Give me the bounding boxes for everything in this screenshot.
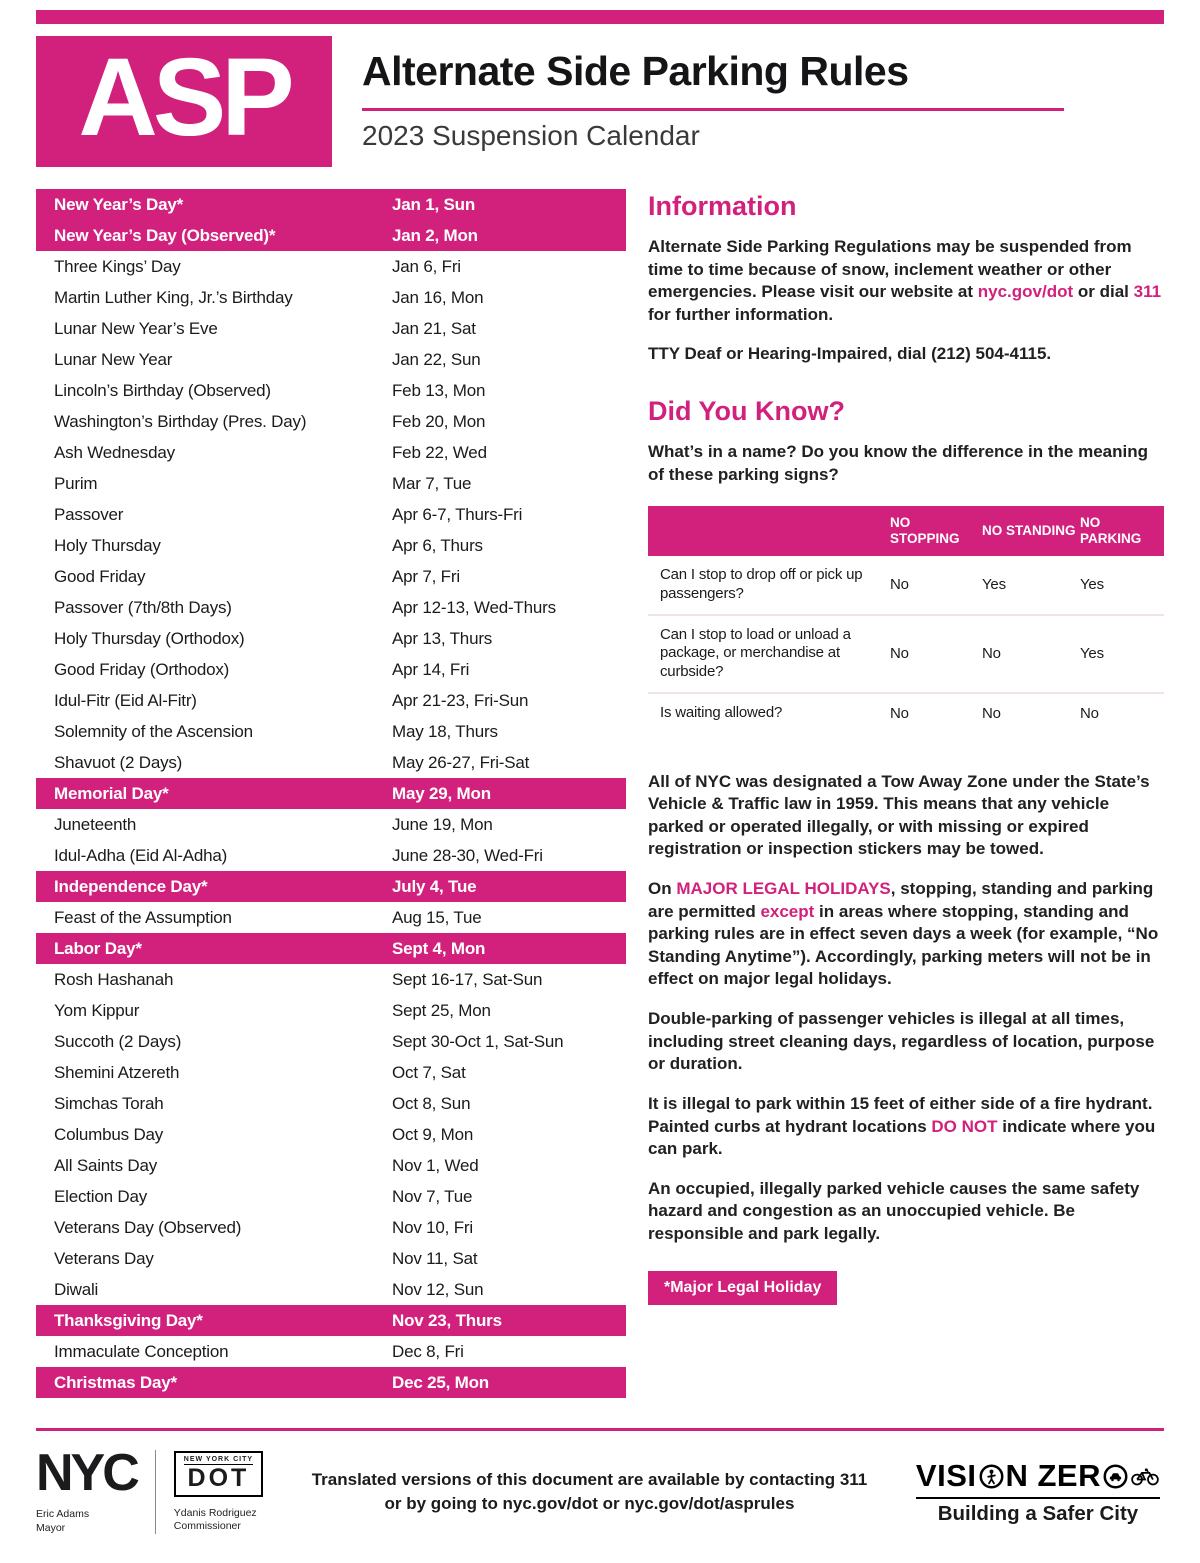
holiday-date: Jan 21, Sat xyxy=(392,318,476,338)
signs-answer: No xyxy=(1080,704,1099,722)
calendar-row xyxy=(36,530,626,561)
notes-text: On xyxy=(648,879,677,899)
holiday-date: Sept 30-Oct 1, Sat-Sun xyxy=(392,1031,564,1051)
holiday-name: Shavuot (2 Days) xyxy=(54,752,183,772)
major-holidays-paragraph xyxy=(648,878,1164,991)
calendar-row xyxy=(36,1181,626,1212)
commissioner-name: Ydanis Rodriguez xyxy=(173,1506,257,1519)
calendar-row xyxy=(36,1026,626,1057)
signs-question: Can I stop to load or unload a package, or merchandise at curbside? xyxy=(660,625,851,681)
calendar-row xyxy=(36,1274,626,1305)
holiday-date: Nov 1, Wed xyxy=(392,1155,479,1175)
footer-divider xyxy=(36,1428,1164,1431)
holiday-name: Election Day xyxy=(54,1186,148,1206)
signs-row xyxy=(648,616,1164,694)
holiday-date: June 28-30, Wed-Fri xyxy=(392,845,543,865)
calendar-row xyxy=(36,313,626,344)
footer-translation-text xyxy=(281,1468,898,1517)
holiday-name: Shemini Atzereth xyxy=(54,1062,180,1082)
asp-logo: ASP xyxy=(36,36,332,167)
dot-logo-top-text: NEW YORK CITY xyxy=(183,1455,254,1463)
notes-text: indicate where you can park. xyxy=(648,1116,1156,1159)
signs-row xyxy=(648,556,1164,616)
holiday-date: Sept 25, Mon xyxy=(392,1000,491,1020)
parking-signs-table xyxy=(648,506,1164,732)
holiday-date: May 29, Mon xyxy=(392,783,491,803)
holiday-date: Dec 8, Fri xyxy=(392,1341,464,1361)
holiday-name: Immaculate Conception xyxy=(54,1341,229,1361)
holiday-date: Apr 6-7, Thurs-Fri xyxy=(392,504,523,524)
holiday-name: New Year’s Day (Observed)* xyxy=(54,225,276,245)
holiday-date: Jan 1, Sun xyxy=(392,194,476,214)
holiday-name: New Year’s Day* xyxy=(54,194,183,214)
commissioner-signature xyxy=(174,1507,263,1534)
calendar-row xyxy=(36,499,626,530)
holiday-name: Lunar New Year xyxy=(54,349,173,369)
holiday-name: Independence Day* xyxy=(54,876,208,896)
holiday-name: Martin Luther King, Jr.’s Birthday xyxy=(54,287,293,307)
holiday-date: Aug 15, Tue xyxy=(392,907,482,927)
vision-zero-block xyxy=(916,1458,1164,1526)
holiday-date: June 19, Mon xyxy=(392,814,493,834)
holiday-name: Veterans Day (Observed) xyxy=(54,1217,242,1237)
calendar-row xyxy=(36,1367,626,1398)
calendar-row xyxy=(36,840,626,871)
holiday-date: Apr 21-23, Fri-Sun xyxy=(392,690,529,710)
tow-away-paragraph: All of NYC was designated a Tow Away Zone under the State’s Vehicle & Traffic law in 1959. This means that any vehicle parked or operated illegally, or with missing or expired registration or inspection stickers may be towed. xyxy=(648,771,1150,859)
calendar-row xyxy=(36,623,626,654)
signs-table-body xyxy=(648,556,1164,733)
holiday-name: Diwali xyxy=(54,1279,99,1299)
holiday-name: Ash Wednesday xyxy=(54,442,175,462)
occupied-vehicle-paragraph: An occupied, illegally parked vehicle causes the same safety hazard and congestion as an unoccupied vehicle. Be responsible and park legally. xyxy=(648,1178,1140,1243)
holiday-name: Holy Thursday xyxy=(54,535,161,555)
nyc-logo: NYC xyxy=(36,1444,137,1502)
major-legal-holidays-emphasis: MAJOR LEGAL HOLIDAYS xyxy=(676,879,891,899)
calendar-row xyxy=(36,1088,626,1119)
notes-text: in areas where stopping, standing and parking rules are in effect seven days a week (for example, “No Standing Anytime”). Accordingly, parking meters will not be in effect on major legal holidays. xyxy=(648,901,1159,989)
holiday-name: Purim xyxy=(54,473,98,493)
do-not-emphasis: DO NOT xyxy=(931,1116,998,1136)
calendar-row xyxy=(36,1305,626,1336)
calendar-row xyxy=(36,189,626,220)
calendar-row xyxy=(36,282,626,313)
holiday-date: Jan 2, Mon xyxy=(392,225,478,245)
holiday-name: Christmas Day* xyxy=(54,1372,177,1392)
commissioner-title: Commissioner xyxy=(173,1520,241,1533)
holiday-date: Apr 7, Fri xyxy=(392,566,460,586)
holiday-name: Solemnity of the Ascension xyxy=(54,721,253,741)
holiday-date: Apr 14, Fri xyxy=(392,659,470,679)
holiday-name: Rosh Hashanah xyxy=(54,969,174,989)
holiday-date: Apr 12-13, Wed-Thurs xyxy=(392,597,556,617)
calendar-row xyxy=(36,1243,626,1274)
notes-text: , stopping, standing and parking are permitted xyxy=(648,879,1154,921)
calendar-row xyxy=(36,933,626,964)
info-text: for further information. xyxy=(648,304,834,324)
calendar-row xyxy=(36,344,626,375)
dot-website-link[interactable]: nyc.gov/dot xyxy=(977,282,1074,302)
vision-zero-text: VISI xyxy=(915,1458,977,1494)
calendar-row xyxy=(36,561,626,592)
signs-answer: No xyxy=(890,576,909,594)
signs-question: Is waiting allowed? xyxy=(660,703,783,721)
holiday-name: Good Friday (Orthodox) xyxy=(54,659,230,679)
bicycle-icon xyxy=(1130,1465,1160,1487)
holiday-name: Juneteenth xyxy=(54,814,137,834)
footer-translation-line1: Translated versions of this document are available by contacting 311 xyxy=(311,1469,868,1489)
info-column xyxy=(648,189,1164,1398)
holiday-date: Jan 16, Mon xyxy=(392,287,484,307)
vision-zero-text: N ZER xyxy=(1005,1458,1101,1494)
page-title: Alternate Side Parking Rules xyxy=(362,48,909,94)
signs-answer: No xyxy=(982,645,1001,663)
holiday-name: Yom Kippur xyxy=(54,1000,140,1020)
did-you-know-intro: What’s in a name? Do you know the difference in the meaning of these parking signs? xyxy=(648,442,1148,484)
calendar-row xyxy=(36,1119,626,1150)
holiday-date: May 18, Thurs xyxy=(392,721,498,741)
holiday-date: Sept 16-17, Sat-Sun xyxy=(392,969,543,989)
signs-question: Can I stop to drop off or pick up passengers? xyxy=(660,566,863,602)
holiday-date: Nov 11, Sat xyxy=(392,1248,478,1268)
main-content xyxy=(36,189,1164,1398)
holiday-name: Columbus Day xyxy=(54,1124,164,1144)
calendar-row xyxy=(36,716,626,747)
calendar-row xyxy=(36,778,626,809)
signs-col-header: NO STOPPING xyxy=(890,515,960,547)
calendar-row xyxy=(36,468,626,499)
holiday-name: Succoth (2 Days) xyxy=(54,1031,182,1051)
holiday-date: Apr 6, Thurs xyxy=(392,535,483,555)
holiday-date: Nov 10, Fri xyxy=(392,1217,473,1237)
info-text: Alternate Side Parking Regulations may be suspended from time to time because of snow, inclement weather or other emergencies. Please visit our website at xyxy=(648,237,1132,302)
signs-answer: Yes xyxy=(1080,576,1104,594)
dot-logo-word: DOT xyxy=(187,1463,250,1492)
tty-paragraph: TTY Deaf or Hearing-Impaired, dial (212) 504-4115. xyxy=(648,344,1052,364)
pedestrian-icon xyxy=(979,1464,1004,1489)
footer xyxy=(36,1444,1164,1536)
holiday-date: Oct 9, Mon xyxy=(392,1124,474,1144)
holiday-name: Holy Thursday (Orthodox) xyxy=(54,628,245,648)
calendar-row xyxy=(36,406,626,437)
holiday-name: Labor Day* xyxy=(54,938,142,958)
holiday-name: Lincoln’s Birthday (Observed) xyxy=(54,380,271,400)
calendar-row xyxy=(36,437,626,468)
calendar-row xyxy=(36,375,626,406)
page-subtitle: 2023 Suspension Calendar xyxy=(362,120,700,151)
hydrant-paragraph xyxy=(648,1093,1164,1161)
calendar-row xyxy=(36,995,626,1026)
holiday-date: Mar 7, Tue xyxy=(392,473,472,493)
vision-zero-logo xyxy=(916,1458,1160,1494)
holiday-name: Lunar New Year’s Eve xyxy=(54,318,218,338)
header-text-block xyxy=(362,36,1164,152)
calendar-row xyxy=(36,1212,626,1243)
calendar-row xyxy=(36,964,626,995)
calendar-row xyxy=(36,654,626,685)
holiday-name: Washington’s Birthday (Pres. Day) xyxy=(54,411,307,431)
mayor-signature xyxy=(36,1508,137,1535)
holiday-name: Passover xyxy=(54,504,124,524)
holiday-date: Oct 8, Sun xyxy=(392,1093,471,1113)
holiday-date: Jan 6, Fri xyxy=(392,256,461,276)
calendar-row xyxy=(36,871,626,902)
top-accent-bar xyxy=(36,10,1164,24)
signs-col-header: NO PARKING xyxy=(1080,515,1142,547)
footer-translation-line2: or by going to nyc.gov/dot or nyc.gov/dot/asprules xyxy=(384,1494,795,1514)
holiday-date: July 4, Tue xyxy=(392,876,477,896)
holiday-date: Dec 25, Mon xyxy=(392,1372,489,1392)
holiday-name: Idul-Fitr (Eid Al-Fitr) xyxy=(54,690,197,710)
holiday-name: Thanksgiving Day* xyxy=(54,1310,203,1330)
calendar-row xyxy=(36,251,626,282)
calendar-row xyxy=(36,685,626,716)
major-legal-holiday-badge: *Major Legal Holiday xyxy=(648,1271,837,1305)
holiday-calendar xyxy=(36,189,626,1398)
document-header xyxy=(36,36,1164,167)
double-parking-paragraph: Double-parking of passenger vehicles is illegal at all times, including street cleaning days, regardless of location, purpose or duration. xyxy=(648,1009,1155,1074)
holiday-date: Feb 13, Mon xyxy=(392,380,486,400)
signs-answer: Yes xyxy=(1080,645,1104,663)
notes-text: It is illegal to park within 15 feet of either side of a fire hydrant. Painted curbs at hydrant locations xyxy=(648,1093,1153,1136)
car-icon xyxy=(1103,1464,1128,1489)
signs-answer: No xyxy=(890,704,909,722)
holiday-date: May 26-27, Fri-Sat xyxy=(392,752,530,772)
signs-row xyxy=(648,694,1164,733)
holiday-name: Passover (7th/8th Days) xyxy=(54,597,232,617)
calendar-row xyxy=(36,902,626,933)
nyc-logo-block xyxy=(36,1444,137,1536)
signs-answer: No xyxy=(890,645,909,663)
holiday-date: Apr 13, Thurs xyxy=(392,628,493,648)
signs-col-header: NO STANDING xyxy=(982,523,1076,539)
holiday-name: Three Kings’ Day xyxy=(54,256,181,276)
logo-separator xyxy=(155,1450,156,1534)
did-you-know-heading: Did You Know? xyxy=(648,396,845,427)
calendar-row xyxy=(36,592,626,623)
dial-311-emphasis: 311 xyxy=(1133,282,1162,302)
vision-zero-tagline: Building a Safer City xyxy=(916,1497,1160,1526)
holiday-date: Sept 4, Mon xyxy=(392,938,486,958)
signs-answer: No xyxy=(982,704,1001,722)
calendar-row xyxy=(36,809,626,840)
holiday-name: Feast of the Assumption xyxy=(54,907,232,927)
calendar-row xyxy=(36,1150,626,1181)
information-paragraph xyxy=(648,236,1164,326)
holiday-name: Good Friday xyxy=(54,566,146,586)
signs-header-row xyxy=(648,506,1164,556)
holiday-date: Jan 22, Sun xyxy=(392,349,481,369)
calendar-row xyxy=(36,1057,626,1088)
dot-logo xyxy=(174,1451,263,1497)
holiday-date: Oct 7, Sat xyxy=(392,1062,466,1082)
mayor-name: Eric Adams xyxy=(36,1508,90,1521)
holiday-name: All Saints Day xyxy=(54,1155,158,1175)
except-emphasis: except xyxy=(760,901,815,921)
calendar-row xyxy=(36,220,626,251)
info-text: or dial xyxy=(1073,282,1134,302)
holiday-date: Feb 20, Mon xyxy=(392,411,486,431)
holiday-name: Simchas Torah xyxy=(54,1093,164,1113)
mayor-title: Mayor xyxy=(36,1522,66,1535)
holiday-date: Feb 22, Wed xyxy=(392,442,487,462)
dot-logo-block xyxy=(174,1451,263,1535)
holiday-date: Nov 12, Sun xyxy=(392,1279,484,1299)
holiday-name: Veterans Day xyxy=(54,1248,154,1268)
holiday-date: Nov 7, Tue xyxy=(392,1186,473,1206)
holiday-name: Idul-Adha (Eid Al-Adha) xyxy=(54,845,228,865)
holiday-date: Nov 23, Thurs xyxy=(392,1310,502,1330)
calendar-row xyxy=(36,747,626,778)
title-divider xyxy=(362,108,1064,111)
signs-answer: Yes xyxy=(982,576,1006,594)
information-heading: Information xyxy=(648,191,797,221)
holiday-name: Memorial Day* xyxy=(54,783,169,803)
calendar-row xyxy=(36,1336,626,1367)
